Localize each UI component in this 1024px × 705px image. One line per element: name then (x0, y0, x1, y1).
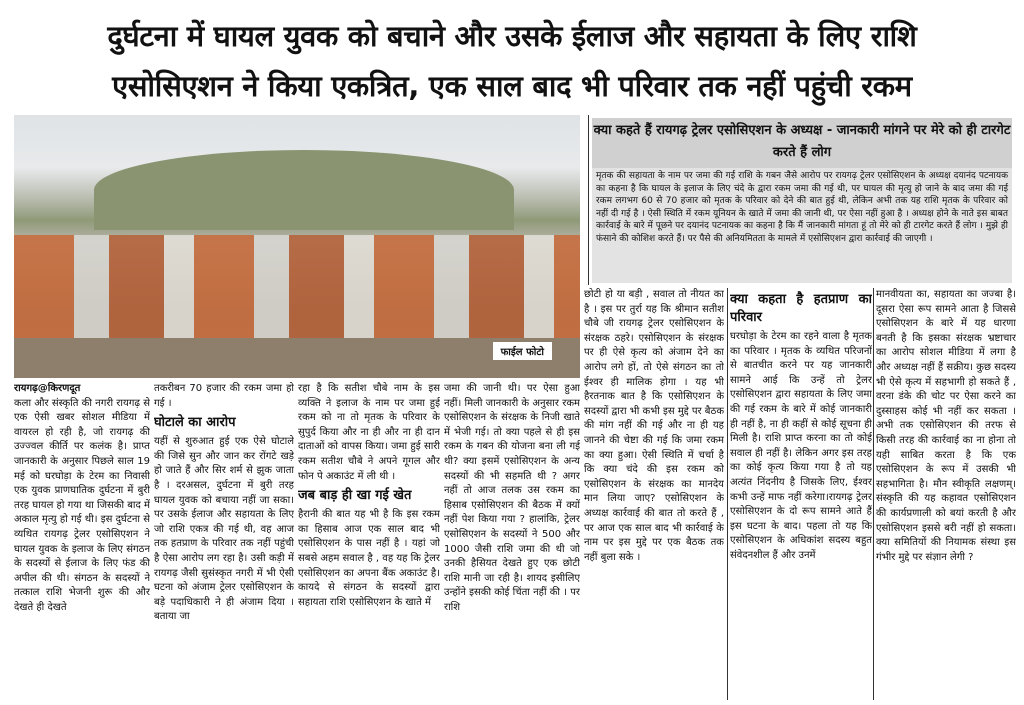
subhead-scam-allegation: घोटाले का आरोप (154, 415, 236, 431)
column-1 (14, 382, 150, 700)
column-rule (727, 288, 728, 700)
column-3-text-2: हैरानी की बात यह भी है कि इस रकम का हिसाब आज एक साल बाद भी एसोसिएशन के पास नहीं है । यहां जो सबसे अहम सवाल है , वह यह कि ट्रेलर एसोसिएशन का अपना बैंक अकाउंट है। कायदे से संगठन के सदस्यों द्वारा सहायता राशि एसोसिएशन के खाते में (298, 509, 440, 608)
column-rule (873, 288, 874, 700)
truck-yard-photo (14, 115, 580, 378)
column-3 (298, 382, 440, 700)
column-1-text: कला और संस्कृति की नगरी रायगढ़ से एक ऐसी खबर सोशल मीडिया में वायरल हो रही है, जो रायगढ़ की उज्ज्वल कीर्ति पर कलंक है। प्राप्त जानकारी के अनुसार पिछले साल 19 मई को घरघोड़ा के टेरम का निवासी एक युवक प्राणघातिक दुर्घटना में बुरी तरह घायल हो गया था जिसकी बाद में अकाल मृत्यु हो गई थी। इस दुर्घटना से व्यथित रायगढ़ ट्रेलर एसोसिएशन ने घायल युवक के इलाज के लिए संगठन के सदस्यों से ईलाज के लिए फंड की अपील की थी। संगठन के सदस्यों ने तत्काल राशि भेजनी शुरू की और देखते ही देखते (14, 397, 150, 613)
column-6-text: घरघोड़ा के टेरम का रहने वाला है मृतक का परिवार । मृतक के व्यथित परिजनों से बातचीत करने पर यह जानकारी सामने आई कि उन्हें तो ट्रेलर एसोसिएशन द्वारा सहायता के लिए जमा की गई रकम के बारे में कोई जानकारी ही नहीं है, ना ही कहीं से कोई सूचना ही मिली है। राशि प्राप्त करना का तो कोई सवाल ही नहीं है। लेकिन अगर इस तरह का कोई कृत्य किया गया है तो यह अत्यंत निंदनीय है जिसके लिए, ईश्वर कभी उन्हें माफ नहीं करेगा।रायगढ़ ट्रेलर एसोसिएशन के दो रूप सामने आते हैं इस घटना के बाद। पहला तो यह कि एसोसिएशन के अधिकांश सदस्य बहुत संवेदनशील हैं और उनमें (730, 331, 872, 561)
headline-line-2: एसोसिएशन ने किया एकत्रित, एक साल बाद भी परिवार तक नहीं पहुंची रकम (112, 69, 912, 103)
column-2-lead: तकरीबन 70 हजार की रकम जमा हो गई । (154, 383, 294, 409)
column-2-text: यहीं से शुरुआत हुई एक ऐसे घोटाले की जिसे सुन और जान कर रोंगटे खड़े हो जाते हैं और सिर शर्म से झुक जाता है । दरअसल, दुर्घटना में बुरी तरह घायल युवक को बचाया नहीं जा सका। पर उसके ईलाज और सहायता के लिए जो राशि एकत्र की गई थी, वह आज तक हतप्राण के परिवार तक नहीं पहुंची है ऐसा आरोप लग रहा है। उसी कड़ी में रायगढ़ जैसी सुसंस्कृत नगरी में भी ऐसी घटना को अंजाम ट्रेलर एसोसिएशन के बड़े पदाधिकारी ने ही अंजाम दिया । बताया जा (154, 436, 294, 623)
column-7-text: मानवीयता का, सहायता का जज्बा है। दूसरा ऐसा रूप सामने आता है जिससे एसोसिएशन के बारे में यह धारणा बनती है कि इसका संरक्षक भ्रष्टाचार का आरोप सोशल मीडिया में लगा है और अध्यक्ष नहीं हैं सक्रीय। कुछ सदस्य भी ऐसे कृत्य में सहभागी हो सकते हैं , वरना डंके की चोट पर ऐसा करने का दुस्साहस कोई भी नहीं कर सकता । अभी तक एसोसिएशन की तरफ से किसी तरह की कार्रवाई का ना होना तो यही साबित करता है कि एक एसोसिएशन के रूप में उसकी भी सहभागिता है। मौन स्वीकृति लक्षणम्। संस्कृति की यह कहावत एसोसिएशन की कार्यप्रणाली को बयां करती है और एसोसिएशन इससे बरी नहीं हो सकता। क्या समितियों की नियामक संस्था इस गंभीर मुद्दे पर संज्ञान लेगी ? (876, 289, 1016, 563)
byline: रायगढ़@किरणदूत (14, 383, 81, 394)
column-2 (154, 382, 294, 700)
column-6 (730, 288, 872, 700)
photo-caption: फाईल फोटो (493, 342, 552, 360)
column-rule (588, 115, 589, 285)
subhead-fence-ate-field: जब बाड़ ही खा गई खेत (298, 488, 412, 504)
headline-line-1: दुर्घटना में घायल युवक को बचाने और उसके ईलाज और सहायता के लिए राशि (107, 19, 917, 53)
column-4-text: जमा की जानी थी। पर ऐसा हुआ नहीं। मिली जानकारी के अनुसार रकम एसोसिएशन के संरक्षक के निजी खाते में भेजी गई। तो क्या पहले से ही इस रकम के गबन की योजना बना ली गई थी? क्या इसमें एसोसिएशन के अन्य सदस्यों की भी सहमति थी ? अगर नहीं तो आज तलक उस रकम का हिसाब एसोसिएशन की बैठक में क्यों नहीं पेश किया गया ? हालांकि, ट्रेलर एसोसिएशन के सदस्यों ने 500 और 1000 जैसी राशि जमा की थी जो उनकी हैसियत देखते हुए एक छोटी राशि मानी जा रही है। शायद इसीलिए उन्होंने इसकी कोई चिंता नहीं की । पर राशि (444, 383, 580, 613)
column-3-text: रहा है कि सतीश चौबे नाम के इस व्यक्ति ने इलाज के नाम पर जमा हुई रकम को ना तो मृतक के परिवार के सुपुर्द किया और ना ही और ना ही दान दाताओं को वापस किया। जमा हुई सारी रकम सतीश चौबे ने अपने गूगल और फोन पे अकाउंट में ली थी । (298, 383, 440, 482)
subhead-family-says: क्या कहता है हतप्राण का परिवार (730, 292, 872, 325)
sidebar-body: मृतक की सहायता के नाम पर जमा की गई राशि के गबन जैसे आरोप पर रायगढ़ ट्रेलर एसोसिएशन के अध्यक्ष दयानंद पटनायक का कहना है कि घायल के इलाज के लिए चंदे के द्वारा रकम जमा की गई थी, पर घायल की मृत्यु हो जाने के बाद जमा की गई रकम लगभग 60 से 70 हजार को मृतक के परिवार को देने की बात हुई थी, लेकिन अभी तक यह राशि मृतक के परिवार को नहीं दी गई है । ऐसी स्थिति में रकम यूनियन के खाते में जमा की जानी थी, पर ऐसा नहीं हुआ है । अध्यक्ष होने के नाते इस बाबत कार्रवाई के बारे में पूछने पर दयानंद पटनायक का कहना है कि मैं जानकारी मांगता हूं तो मेरे को ही टारगेट करते हैं लोग । मुझे ही फंसाने की कोशिश करते हैं। पर पैसे की अनियमितता के मामले में एसोसिएशन द्वारा कार्रवाई की जाएगी । (592, 168, 1012, 283)
column-5 (584, 288, 724, 700)
hill-shape (94, 150, 514, 230)
column-7 (876, 288, 1016, 700)
sidebar-heading: क्या कहते हैं रायगढ़ ट्रेलर एसोसिएशन के अध्यक्ष - जानकारी मांगने पर मेरे को ही टारगेट करते हैं लोग (592, 118, 1012, 168)
column-5-text: छोटी हो या बड़ी , सवाल तो नीयत का है । इस पर तुर्रा यह कि श्रीमान सतीश चौबे जी रायगढ़ ट्रेलर एसोसिएशन के संरक्षक ठहरे। एसोसिएशन के संरक्षक पर ही ऐसे कृत्य को अंजाम देने का आरोप लगे हों, तो ऐसे संगठन का तो ईश्वर ही मालिक होगा । यह भी हैरतनाक बात है कि एसोसिएशन के सदस्यों द्वारा भी कभी इस मुद्दे पर बैठक की मांग नहीं की गई और ना ही यह जानने की चेष्टा की गई कि जमा रकम का क्या हुआ। ऐसी स्थिति में चर्चा है कि क्या चंदे की इस रकम को एसोसिएशन के संरक्षक का मानदेय मान लिया जाए? एसोसिएशन के अध्यक्ष कार्रवाई की बात तो करते हैं , पर आज एक साल बाद भी कार्रवाई के नाम पर इस मुद्दे पर एक बैठक तक नहीं बुला सके । (584, 289, 724, 563)
column-4 (444, 382, 580, 700)
